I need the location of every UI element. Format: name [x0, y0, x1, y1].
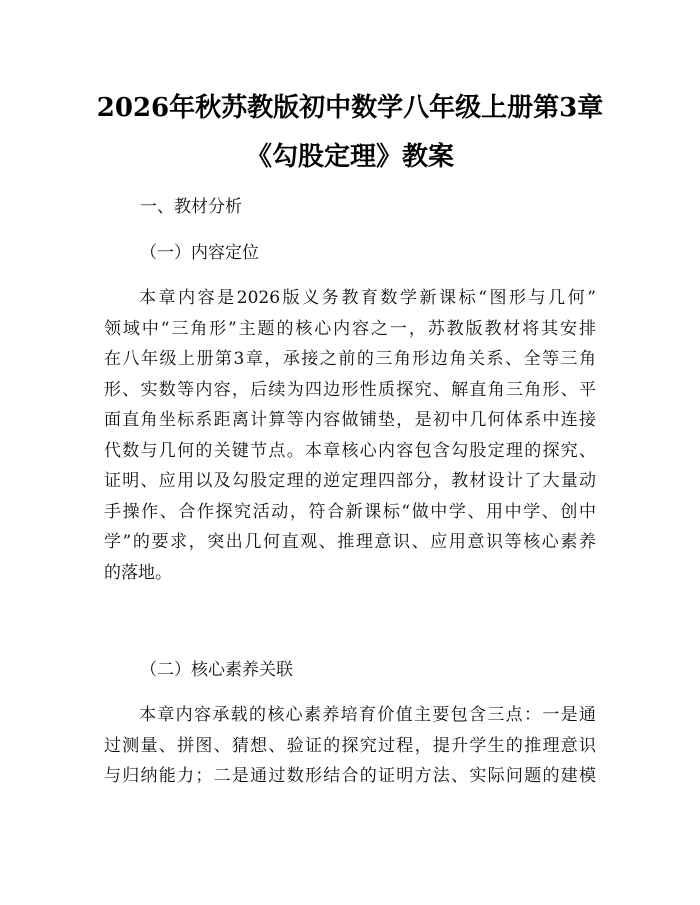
document-title-line1: 2026年秋苏教版初中数学八年级上册第3章: [96, 93, 604, 123]
subsection-heading-1: （一）内容定位: [140, 243, 259, 263]
paragraph-line: 面直角坐标系距离计算等内容做铺垫，是初中几何体系中连接: [104, 410, 596, 430]
paragraph-line: 领域中“三角形”主题的核心内容之一，苏教版教材将其安排: [104, 318, 596, 339]
section-heading-1: 一、教材分析: [140, 197, 242, 217]
paragraph-line: 形、实数等内容，后续为四边形性质探究、解直角三角形、平: [104, 379, 596, 400]
paragraph-content-positioning: [104, 283, 596, 588]
paragraph-line: 手操作、合作探究活动，符合新课标“做中学、用中学、创中: [104, 501, 596, 522]
paragraph-line: 本章内容承载的核心素养培育价值主要包含三点：一是通: [139, 705, 596, 725]
paragraph-line: 学”的要求，突出几何直观、推理意识、应用意识等核心素养: [104, 532, 596, 552]
paragraph-line: 在八年级上册第3章，承接之前的三角形边角关系、全等三角: [104, 349, 596, 369]
paragraph-line: 本章内容是2026版义务教育数学新课标“图形与几何”: [139, 288, 596, 308]
paragraph-core-literacy: [104, 700, 596, 792]
subsection-heading-2: （二）核心素养关联: [140, 660, 293, 680]
paragraph-line: 代数与几何的关键节点。本章核心内容包含勾股定理的探究、: [104, 440, 596, 461]
paragraph-line: 过测量、拼图、猜想、验证的探究过程，提升学生的推理意识: [104, 735, 596, 756]
document-title-line2: 《勾股定理》教案: [245, 142, 454, 172]
paragraph-line: 与归纳能力；二是通过数形结合的证明方法、实际问题的建模: [104, 766, 596, 786]
paragraph-line: 的落地。: [104, 562, 172, 583]
paragraph-line: 证明、应用以及勾股定理的逆定理四部分，教材设计了大量动: [104, 471, 596, 491]
